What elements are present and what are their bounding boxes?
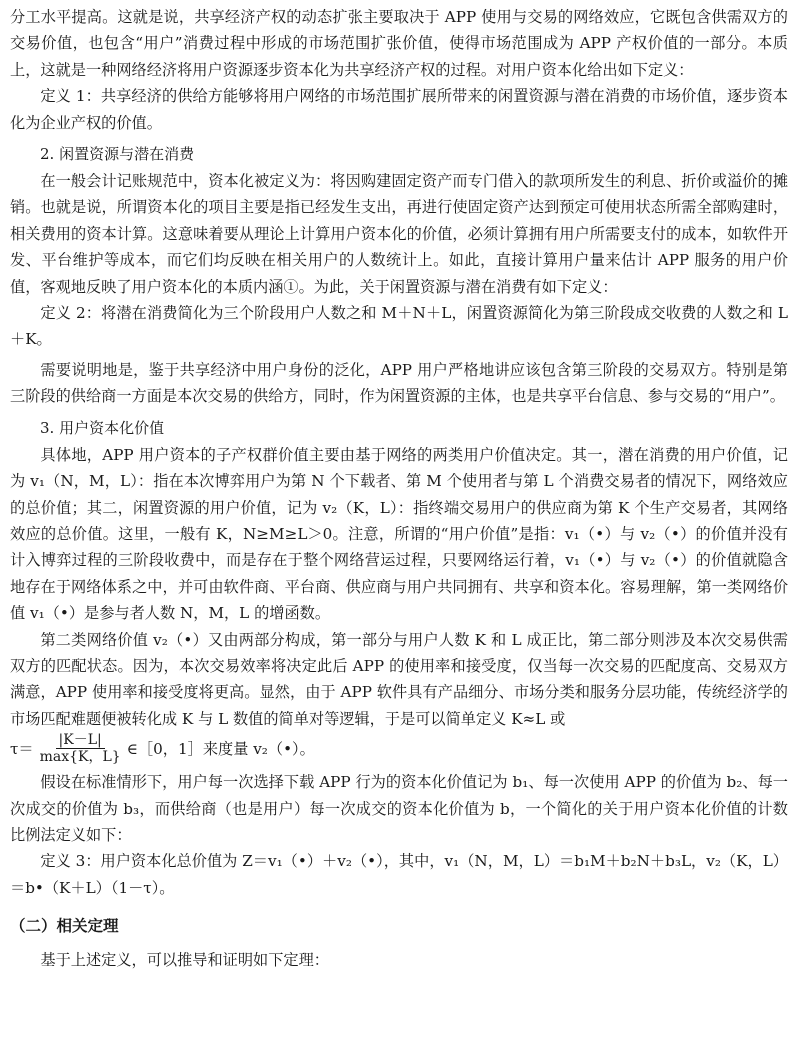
subheading-idle-resources: 2. 闲置资源与潜在消费	[40, 145, 195, 164]
definition-3: 定义 3：用户资本化总价值为 Z＝v₁（•）＋v₂（•），其中，v₁（N，M，L）＝b₁M＋b₂N＋b₃L，v₂（K，L）＝b•（K＋L）（1－τ）。	[10, 852, 788, 897]
paragraph-assumption: 假设在标准情形下，用户每一次选择下载 APP 行为的资本化价值记为 b₁、每一次使用 APP 的价值为 b₂、每一次成交的价值为 b₃，而供给商（也是用户）每一次成交的资本化价值为 b，一个简化的关于用户资本化价值的计数比例法定义如下：	[10, 773, 788, 844]
paragraph-capitalization: 在一般会计记账规范中，资本化被定义为：将因购建固定资产而专门借入的款项所发生的利息、折价或溢价的摊销。也就是说，所谓资本化的项目主要是指已经发生支出，再进行使固定资产达到预定可使用状态所需全部购建时，相关费用的资本计算。这意味着要从理论上计算用户资本化的价值，必须计算拥有用户所需要支付的成本，如软件开发、平台维护等成本，而它们均反映在相关用户的人数统计上。如此，直接计算用户量来估计 APP 服务的用户价值，客观地反映了用户资本化的本质内涵①。为此，关于闲置资源与潜在消费有如下定义：	[10, 172, 788, 296]
formula-denominator: max{K，L}	[39, 749, 121, 766]
definition-2: 定义 2：将潜在消费简化为三个阶段用户人数之和 M＋N＋L，闲置资源简化为第三阶段成交收费的人数之和 L＋K。	[10, 304, 788, 349]
paragraph-note: 需要说明地是，鉴于共享经济中用户身份的泛化，APP 用户严格地讲应该包含第三阶段的交易双方。特别是第三阶段的供给商一方面是本次交易的供给方，同时，作为闲置资源的主体，也是共享平台信息、参与交易的“用户”。	[10, 360, 788, 406]
paragraph-user-value: 具体地，APP 用户资本的子产权群价值主要由基于网络的两类用户价值决定。其一，潜在消费的用户价值，记为 v₁（N，M，L）：指在本次博弈用户为第 N 个下载者、第 M 个使用者与第 L 个消费交易者的情况下，网络效应的总价值；其二，闲置资源的用户价值，记为 v₂（K，L）：指终端交易用户的供应商为第 K 个生产交易者，其网络效应的总价值。这里，一般有 K，N≥M≥L＞0。注意，所谓的“用户价值”是指：v₁（•）与 v₂（•）的价值并没有计入博弈过程的三阶段收费中，而是存在于整个网络营运过程，只要网络运行着，v₁（•）与 v₂（•）的价值就隐含地存在于网络体系之中，并可由软件商、平台商、供应商与用户共同拥有、共享和资本化。容易理解，第一类网络价值 v₁（•）是参与者人数 N，M，L 的增函数。	[10, 445, 788, 623]
paragraph-intro: 分工水平提高。这就是说，共享经济产权的动态扩张主要取决于 APP 使用与交易的网络效应，它既包含供需双方的交易价值，也包含“用户”消费过程中形成的市场范围扩张价值，使得市场范围成为 APP 产权价值的一部分。本质上，这就是一种网络经济将用户资源逐步资本化为共享经济产权的过程。对用户资本化给出如下定义：	[10, 8, 788, 79]
paragraph-second-value: 第二类网络价值 v₂（•）又由两部分构成，第一部分与用户人数 K 和 L 成正比，第二部分则涉及本次交易供需双方的匹配状态。因为，本次交易效率将决定此后 APP 的使用率和接受度，仅当每一次交易的匹配度高、交易双方满意，APP 使用率和接受度将更高。显然，由于 APP 软件具有产品细分、市场分类和服务分层功能，传统经济学的市场匹配难题便被转化成 K 与 L 数值的简单对等逻辑，于是可以简单定义 K≈L 或	[10, 630, 788, 728]
formula-fraction	[37, 732, 124, 765]
paragraph-theorems: 基于上述定义，可以推导和证明如下定理：	[40, 951, 329, 970]
section-heading: （二）相关定理	[10, 917, 119, 936]
formula-rhs: ∈［0，1］来度量 v₂（•）。	[126, 739, 315, 758]
definition-1: 定义 1：共享经济的供给方能够将用户网络的市场范围扩展所带来的闲置资源与潜在消费的市场价值，逐步资本化为企业产权的价值。	[10, 87, 788, 132]
formula-numerator: |K－L|	[56, 732, 105, 749]
formula-lhs: τ＝	[10, 739, 34, 758]
formula-tau	[10, 732, 788, 765]
subheading-user-capital-value: 3. 用户资本化价值	[40, 418, 165, 437]
